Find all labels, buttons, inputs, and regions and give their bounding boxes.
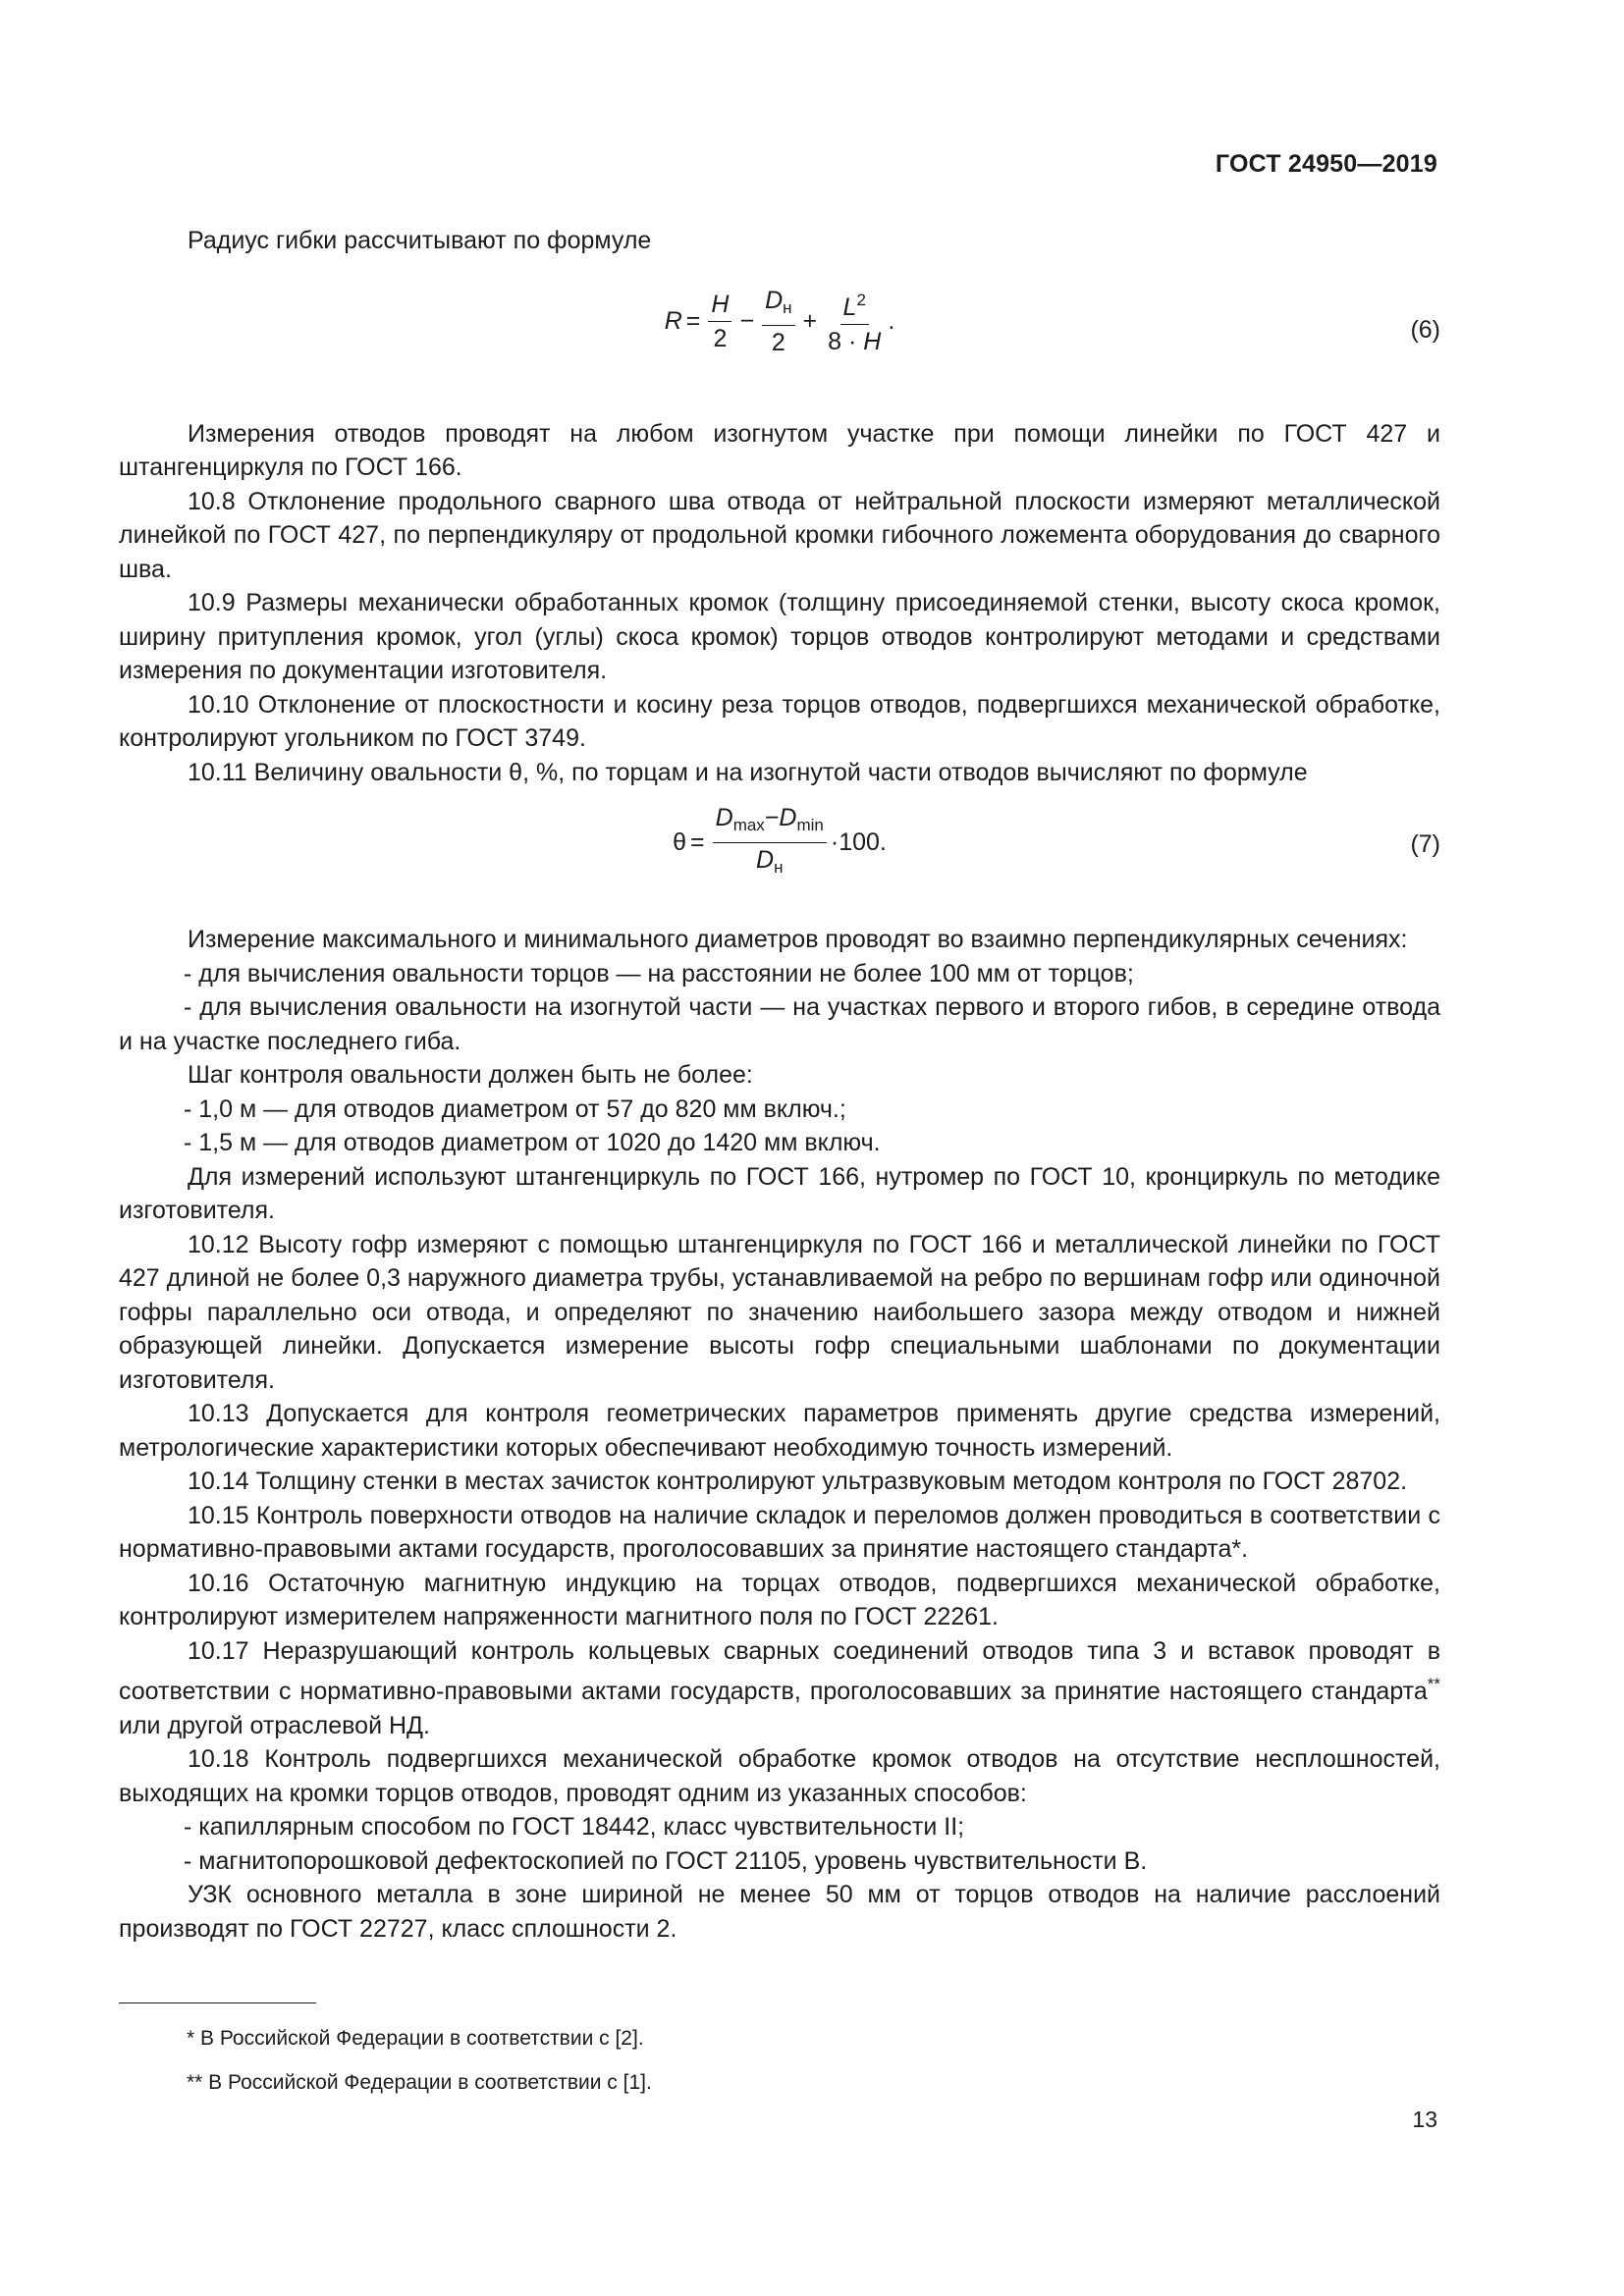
- paragraph-10-13: 10.13 Допускается для контроля геометрических параметров применять другие средства измерений, метрологические характеристики которых обеспечивают необходимую точность измерений.: [119, 1400, 1440, 1462]
- formula-6-equals: =: [685, 306, 701, 335]
- formula-7-dmin-subscript: min: [796, 816, 824, 834]
- list-item-ends: - для вычисления овальности торцов — на расстоянии не более 100 мм от торцов;: [184, 959, 1134, 988]
- paragraph-10-17-text: 10.17 Неразрушающий контроль кольцевых сварных соединений отводов типа 3 и вставок проводят в соответствии с нормативно-правовыми актами государств, проголосовавших за принятие настоящего стандарта: [119, 1636, 1440, 1705]
- paragraph-tools: Для измерений используют штангенциркуль по ГОСТ 166, нутромер по ГОСТ 10, кронциркуль по методике изготовителя.: [119, 1162, 1440, 1224]
- formula-7-denominator: [753, 843, 785, 882]
- formula-6-eight: 8 ·: [828, 328, 864, 355]
- formula-6-number: (6): [1410, 315, 1440, 344]
- formula-6-fraction-h: [708, 290, 731, 353]
- footnote-separator: [119, 2002, 316, 2003]
- footnotes: [187, 2024, 652, 2112]
- formula-6-lhs: R: [664, 306, 682, 335]
- paragraph-10-15: 10.15 Контроль поверхности отводов на наличие складок и переломов должен проводиться в соответствии с нормативно-правовыми актами государств, проголосовавших за принятие настоящего стандарта*.: [119, 1501, 1440, 1563]
- footnote-2: ** В Российской Федерации в соответствии с [1].: [187, 2071, 652, 2094]
- paragraph-diameter-measure: Измерение максимального и минимального диаметров проводят во взаимно перпендикулярных сечениях:: [188, 926, 1408, 953]
- formula-7-dn-subscript: н: [774, 858, 784, 877]
- formula-6-plus: +: [802, 306, 818, 335]
- formula-6-d-denominator: 2: [771, 328, 785, 356]
- formula-6-l-denominator: [825, 325, 884, 356]
- formula-7-dn-symbol: D: [756, 846, 775, 874]
- formula-6-minus: −: [739, 306, 755, 335]
- formula-6-d-numerator: [762, 286, 794, 326]
- list-item-step-1: - 1,0 м — для отводов диаметром от 57 до 820 мм включ.;: [184, 1095, 846, 1123]
- formula-6-h-symbol: H: [863, 328, 882, 355]
- formula-7: [119, 803, 1440, 885]
- paragraph-10-18: 10.18 Контроль подвергшихся механической обработке кромок отводов на отсутствие несплошностей, выходящих на кромки торцов отводов, проводят одним из указанных способов:: [119, 1745, 1440, 1807]
- formula-6-l-symbol: L: [842, 294, 857, 321]
- formula-7-dmax-subscript: max: [732, 816, 765, 834]
- paragraph-radius-intro: Радиус гибки рассчитывают по формуле: [188, 227, 652, 254]
- paragraph-10-8: 10.8 Отклонение продольного сварного шва отвода от нейтральной плоскости измеряют металлической линейкой по ГОСТ 427, по перпендикуляру от продольной кромки гибочного ложемента оборудования до сварного шва.: [119, 487, 1440, 583]
- formula-7-dmax-symbol: D: [715, 804, 733, 831]
- paragraph-uzk: УЗК основного металла в зоне шириной не менее 50 мм от торцов отводов на наличие расслоений производят по ГОСТ 22727, класс сплошности 2.: [119, 1881, 1440, 1943]
- formula-7-equals: =: [690, 828, 705, 857]
- list-item-magnetic: - магнитопорошковой дефектоскопией по ГОСТ 21105, уровень чувствительности В.: [184, 1846, 1148, 1875]
- formula-7-fraction: [713, 803, 827, 882]
- formula-7-numerator: [713, 803, 827, 843]
- paragraph-10-10: 10.10 Отклонение от плоскостности и косину реза торцов отводов, подвергшихся механической обработке, контролируют угольником по ГОСТ 3749.: [119, 690, 1440, 752]
- paragraph-step-intro: Шаг контроля овальности должен быть не более:: [188, 1061, 753, 1089]
- footnote-mark-double: **: [1427, 1675, 1440, 1693]
- formula-6-fraction-d: [762, 286, 794, 357]
- formula-6: [119, 286, 1440, 374]
- formula-6-fraction-l: [825, 286, 884, 356]
- body-text: [119, 224, 1440, 1946]
- formula-7-number: (7): [1410, 830, 1440, 858]
- list-item-bent-part: - для вычисления овальности на изогнутой части — на участках первого и второго гибов, в середине отвода и на участке последнего гиба.: [119, 993, 1440, 1055]
- paragraph-10-12: 10.12 Высоту гофр измеряют с помощью штангенциркуля по ГОСТ 166 и металлической линейки по ГОСТ 427 длиной не более 0,3 наружного диаметра трубы, устанавливаемой на ребро по вершинам гофр или одиночной гофры параллельно оси отвода, и определяют по значению наибольшего зазора между отводом и нижней образующей линейки. Допускается измерение высоты гофр специальными шаблонами по документации изготовителя.: [119, 1230, 1440, 1394]
- formula-6-period: .: [888, 306, 895, 335]
- footnote-1: * В Российской Федерации в соответствии с [2].: [187, 2027, 644, 2050]
- paragraph-10-9: 10.9 Размеры механически обработанных кромок (толщину присоединяемой стенки, высоту скоса кромок, ширину притупления кромок, угол (углы) скоса кромок) торцов отводов контролируют методами и средствами измерения по документации изготовителя.: [119, 589, 1440, 684]
- formula-6-l-superscript: 2: [856, 291, 866, 309]
- formula-6-h-denominator: 2: [713, 324, 728, 352]
- paragraph-10-14: 10.14 Толщину стенки в местах зачисток контролируют ультразвуковым методом контроля по ГОСТ 28702.: [188, 1468, 1408, 1495]
- paragraph-10-17-tail: или другой отраслевой НД.: [119, 1711, 430, 1739]
- formula-6-l-numerator: [840, 286, 869, 325]
- formula-7-tail: ·100.: [830, 828, 887, 857]
- formula-7-lhs: θ: [673, 828, 687, 857]
- formula-6-d-symbol: D: [765, 286, 784, 314]
- paragraph-10-16: 10.16 Остаточную магнитную индукцию на торцах отводов, подвергшихся механической обработке, контролируют измерителем напряженности магнитного поля по ГОСТ 22261.: [119, 1569, 1440, 1630]
- page-number: 13: [1412, 2107, 1437, 2132]
- formula-6-h-numerator: H: [708, 290, 731, 322]
- paragraph-10-11: 10.11 Величину овальности θ, %, по торцам и на изогнутой части отводов вычисляют по формуле: [188, 758, 1308, 786]
- formula-6-d-subscript: н: [783, 297, 792, 317]
- formula-7-minus: −: [764, 804, 780, 831]
- document-code: ГОСТ 24950—2019: [1215, 150, 1437, 178]
- paragraph-10-17: [119, 1634, 1440, 1743]
- paragraph-measure-bends: Измерения отводов проводят на любом изогнутом участке при помощи линейки по ГОСТ 427 и штангенциркуля по ГОСТ 166.: [119, 419, 1440, 481]
- list-item-step-2: - 1,5 м — для отводов диаметром от 1020 до 1420 мм включ.: [184, 1129, 881, 1156]
- formula-7-dmin-symbol: D: [779, 804, 797, 831]
- list-item-capillary: - капиллярным способом по ГОСТ 18442, класс чувствительности II;: [184, 1813, 965, 1841]
